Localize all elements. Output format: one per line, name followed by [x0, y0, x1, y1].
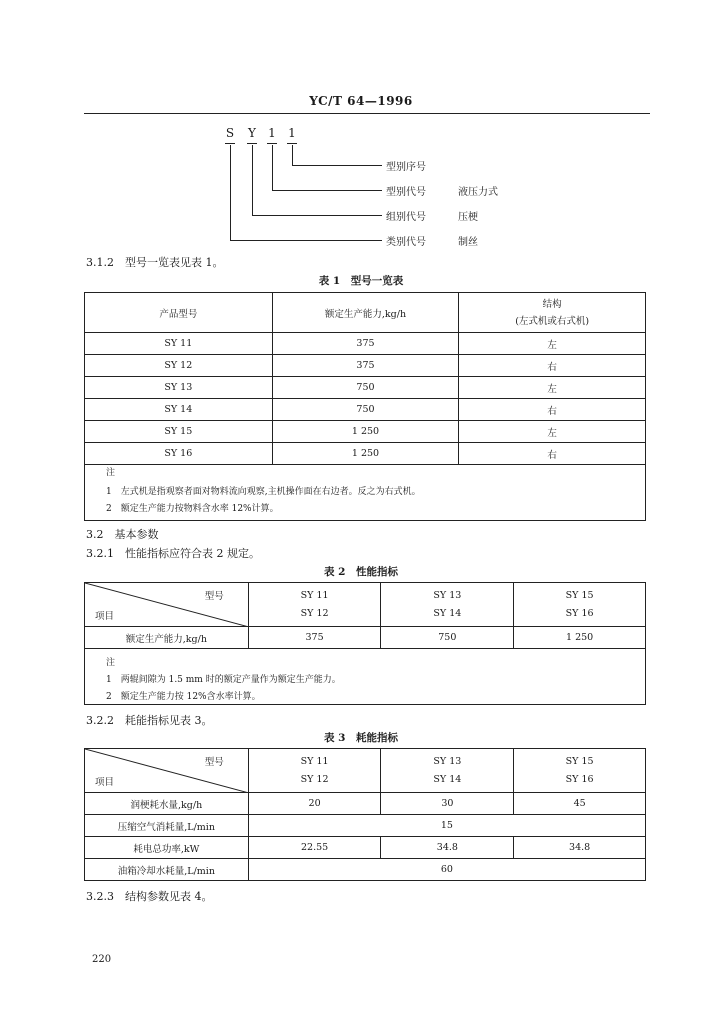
table2-model: SY 11 [300, 589, 329, 601]
standard-code-header: YC/T 64—1996 [309, 94, 413, 108]
table3-row-label: 油箱冷却水耗量,L/min [85, 859, 249, 881]
table1-cell: 左 [459, 333, 646, 355]
table-row [85, 399, 646, 421]
table2-col-header [381, 583, 514, 627]
code-label-value: 制丝 [458, 237, 478, 248]
table-row [85, 793, 646, 815]
table1-cell: SY 15 [85, 421, 273, 443]
table3-row-label: 压缩空气消耗量,L/min [85, 815, 249, 837]
table2-model: SY 15 [565, 589, 594, 601]
table1-cell: 右 [459, 443, 646, 465]
table1-header-model: 产品型号 [85, 293, 273, 333]
table2-corner-item: 项目 [95, 611, 115, 622]
table3 [84, 748, 646, 881]
table-row [85, 355, 646, 377]
table2-model: SY 12 [300, 607, 329, 619]
table1-cell: SY 13 [85, 377, 273, 399]
table1-note-1: 1 左式机是指观察者面对物料流向观察,主机操作面在右边者。反之为右式机。 [106, 487, 421, 497]
section-3-2: 3.2 基本参数 [86, 528, 159, 541]
code-label-value: 压梗 [458, 212, 478, 223]
table3-merged-cell: 15 [248, 815, 645, 837]
table2-cell: 750 [381, 627, 514, 649]
table3-model: SY 11 [300, 755, 329, 767]
table1-cell: 左 [459, 421, 646, 443]
code-label-value: 液压力式 [458, 187, 498, 198]
code-letter-y: Y [248, 126, 256, 140]
table3-model: SY 15 [565, 755, 594, 767]
table3-row-label: 润梗耗水量,kg/h [85, 793, 249, 815]
table3-col-header [514, 749, 646, 793]
code-underline [287, 143, 297, 144]
table2-model: SY 14 [433, 607, 462, 619]
table-row [85, 421, 646, 443]
table1-header-capacity: 额定生产能力,kg/h [272, 293, 459, 333]
code-underline [247, 143, 257, 144]
leader-line [272, 145, 273, 190]
table3-col-header [381, 749, 514, 793]
table3-corner-model: 型号 [204, 757, 224, 768]
table-row [85, 837, 646, 859]
table2-model: SY 16 [565, 607, 594, 619]
table2-cell: 375 [248, 627, 381, 649]
code-letter-group: 1 [268, 126, 276, 140]
table1-cell: SY 11 [85, 333, 273, 355]
table2-note-title: 注 [106, 658, 116, 668]
table2-model: SY 13 [433, 589, 462, 601]
table3-cell: 34.8 [514, 837, 646, 859]
table1-header-structure [459, 293, 646, 333]
section-3-2-1: 3.2.1 性能指标应符合表 2 规定。 [86, 547, 260, 560]
section-3-2-2: 3.2.2 耗能指标见表 3。 [86, 714, 213, 727]
table-row [85, 859, 646, 881]
leader-line [292, 145, 293, 165]
table-row [85, 627, 646, 649]
code-underline [267, 143, 277, 144]
table1-note-2: 2 额定生产能力按物料含水率 12%计算。 [106, 504, 279, 514]
table2 [84, 582, 646, 705]
table1-caption: 表 1 型号一览表 [318, 275, 404, 287]
table1-cell: 750 [272, 377, 459, 399]
table2-row-label: 额定生产能力,kg/h [85, 627, 249, 649]
table3-model: SY 13 [433, 755, 462, 767]
code-letter-s: S [225, 126, 235, 140]
table1-cell: 375 [272, 333, 459, 355]
leader-line [252, 145, 253, 215]
leader-line [230, 145, 231, 240]
section-3-2-3: 3.2.3 结构参数见表 4。 [86, 890, 213, 903]
leader-line [272, 190, 382, 191]
table1-header-structure-line2: (左式机或右式机) [515, 315, 590, 327]
table1-cell: SY 12 [85, 355, 273, 377]
leader-line [252, 215, 382, 216]
table1-note-title: 注 [106, 468, 116, 478]
table3-cell: 45 [514, 793, 646, 815]
table2-col-header [248, 583, 381, 627]
code-label-name: 组别代号 [386, 212, 426, 223]
table3-caption: 表 3 耗能指标 [324, 732, 398, 744]
table1-header-structure-line1: 结构 [542, 298, 562, 310]
table-row [85, 333, 646, 355]
table-row [85, 443, 646, 465]
table2-col-header [514, 583, 646, 627]
code-letter-seq: 1 [288, 126, 296, 140]
table1-cell: 左 [459, 377, 646, 399]
table3-corner-item: 项目 [95, 777, 115, 788]
table3-cell: 34.8 [381, 837, 514, 859]
table1-cell: SY 16 [85, 443, 273, 465]
table3-col-header [248, 749, 381, 793]
table3-cell: 20 [248, 793, 381, 815]
table3-model: SY 14 [433, 773, 462, 785]
code-underline [225, 143, 235, 144]
leader-line [230, 240, 382, 241]
table3-model: SY 12 [300, 773, 329, 785]
table3-row-label: 耗电总功率,kW [85, 837, 249, 859]
section-3-1-2: 3.1.2 型号一览表见表 1。 [86, 256, 224, 269]
code-label-name: 型别序号 [386, 162, 426, 173]
code-label-name: 型别代号 [386, 187, 426, 198]
table2-caption: 表 2 性能指标 [324, 566, 398, 578]
page-number: 220 [92, 954, 112, 965]
table3-cell: 22.55 [248, 837, 381, 859]
table1-cell: 375 [272, 355, 459, 377]
table2-note-2: 2 额定生产能力按 12%含水率计算。 [106, 692, 261, 702]
table3-model: SY 16 [565, 773, 594, 785]
table2-corner [85, 583, 249, 627]
table1-cell: 右 [459, 399, 646, 421]
table2-note-1: 1 两辊间隙为 1.5 mm 时的额定产量作为额定生产能力。 [106, 675, 341, 685]
table1-cell: 右 [459, 355, 646, 377]
table1-cell: SY 14 [85, 399, 273, 421]
table1-cell: 1 250 [272, 443, 459, 465]
header-rule [84, 113, 650, 114]
table2-cell: 1 250 [514, 627, 646, 649]
table-row [85, 815, 646, 837]
table3-cell: 30 [381, 793, 514, 815]
table1-cell: 750 [272, 399, 459, 421]
table1-cell: 1 250 [272, 421, 459, 443]
table-row [85, 377, 646, 399]
table2-corner-model: 型号 [204, 591, 224, 602]
code-label-name: 类别代号 [386, 237, 426, 248]
table3-merged-cell: 60 [248, 859, 645, 881]
table3-corner [85, 749, 249, 793]
leader-line [292, 165, 382, 166]
